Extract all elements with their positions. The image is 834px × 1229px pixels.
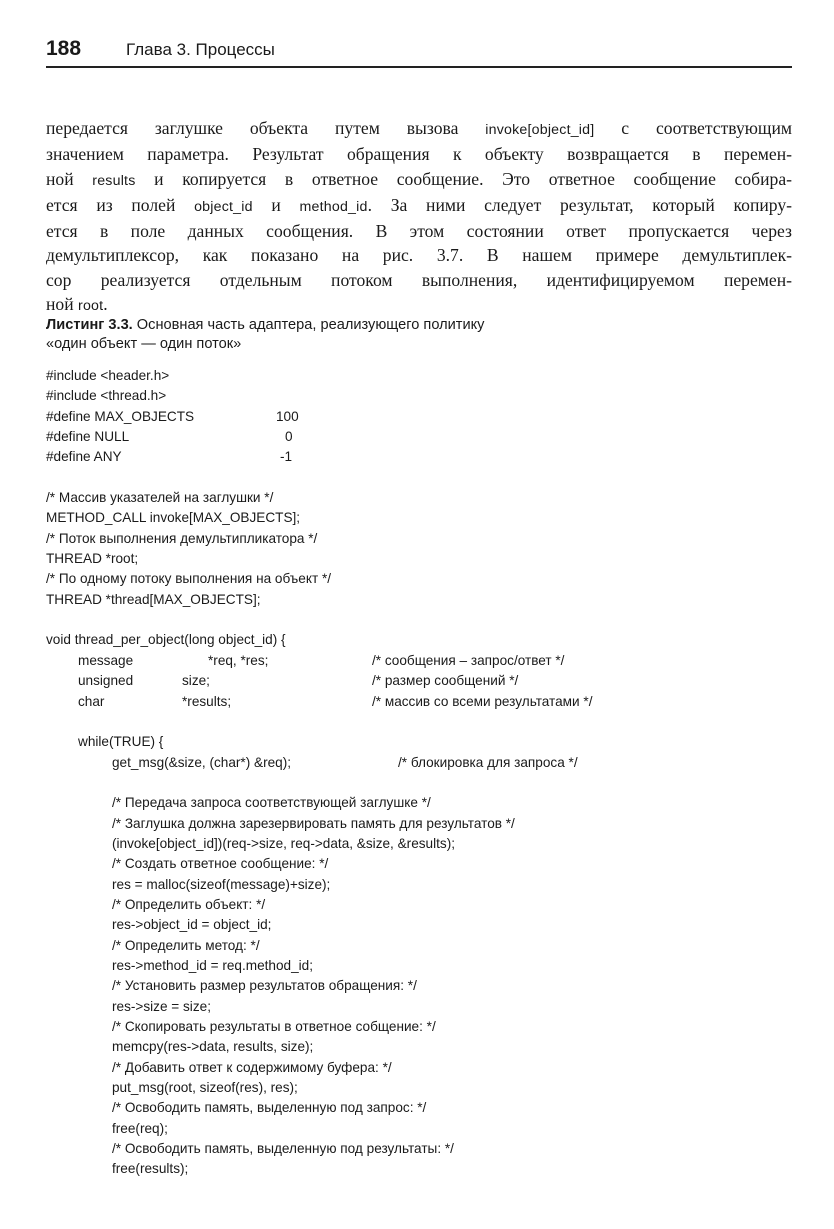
code-line: [46, 997, 806, 1017]
code-line: [46, 1098, 806, 1118]
code-token: (invoke[object_id])(req->size, req->data, &size, &results);: [112, 835, 456, 851]
body-paragraph: [46, 116, 792, 318]
code-token: char: [78, 693, 105, 709]
code-token: /* Установить размер результатов обращения: */: [112, 978, 417, 994]
code-token: #define NULL: [46, 429, 130, 445]
code-line: [46, 854, 806, 874]
code-token: res->object_id = object_id;: [112, 917, 272, 933]
code-line: [46, 732, 806, 752]
code-line: [46, 773, 806, 793]
code-token: #define MAX_OBJECTS: [46, 408, 195, 424]
code-line: [46, 468, 806, 488]
inline-code: root: [78, 298, 104, 315]
code-line: [46, 610, 806, 630]
code-line: [46, 915, 806, 935]
code-line: [46, 447, 806, 467]
code-token: unsigned: [78, 673, 134, 689]
code-token: /* массив со всеми результатами */: [372, 693, 593, 709]
listing-label: Листинг 3.3.: [46, 317, 133, 333]
code-token: /* Поток выполнения демультипликатора */: [46, 530, 318, 546]
code-token: /* блокировка для запроса */: [398, 754, 578, 770]
page-number: 188: [46, 37, 82, 60]
code-token: *req, *res;: [208, 652, 269, 668]
code-token: 100: [276, 408, 299, 424]
code-token: memcpy(res->data, results, size);: [112, 1039, 314, 1055]
code-line: [46, 488, 806, 508]
code-line: [46, 1017, 806, 1037]
code-token: free(req);: [112, 1120, 168, 1136]
paragraph-line: передается заглушке объекта путем вызова invoke[object_id] с соответствующим: [46, 118, 792, 138]
code-line: [46, 1139, 806, 1159]
listing-caption-line-2: «один объект — один поток»: [46, 336, 242, 352]
code-token: /* Заглушка должна зарезервировать память для результатов */: [112, 815, 515, 831]
code-token: *results;: [182, 693, 232, 709]
code-token: #include <header.h>: [46, 368, 170, 383]
code-token: /* Скопировать результаты в ответное собщение: */: [112, 1019, 436, 1034]
code-token: /* Добавить ответ к содержимому буфера: */: [112, 1059, 392, 1075]
code-line: [46, 1058, 806, 1078]
code-line: [46, 712, 806, 732]
paragraph-line: ной results и копируется в ответное сообщение. Это ответное сообщение собира-: [46, 168, 792, 189]
code-line: [46, 569, 806, 589]
code-token: /* Освободить память, выделенную под результаты: */: [112, 1141, 454, 1157]
code-token: THREAD *thread[MAX_OBJECTS];: [46, 591, 261, 607]
code-line: [46, 427, 806, 447]
code-token: /* Определить метод: */: [112, 937, 260, 953]
code-token: message: [78, 652, 134, 668]
code-token: THREAD *root;: [46, 551, 139, 567]
listing-title-part-1: Основная часть адаптера, реализующего политику: [132, 317, 485, 333]
code-listing: [46, 366, 806, 1180]
header-rule: [46, 66, 792, 68]
code-line: [46, 814, 806, 834]
code-token: while(TRUE) {: [78, 734, 164, 750]
code-token: /* Определить объект: */: [112, 896, 266, 912]
paragraph-line: ется в поле данных сообщения. В этом состоянии ответ пропускается через: [46, 221, 792, 242]
code-line: [46, 976, 806, 996]
code-token: METHOD_CALL invoke[MAX_OBJECTS];: [46, 510, 301, 526]
code-line: [46, 895, 806, 915]
code-line: [46, 956, 806, 976]
code-line: [46, 651, 806, 671]
code-line: [46, 549, 806, 569]
code-token: free(results);: [112, 1161, 189, 1177]
code-token: res->method_id = req.method_id;: [112, 957, 314, 973]
code-token: #define ANY: [46, 449, 122, 465]
code-token: /* По одному потоку выполнения на объект */: [46, 571, 332, 587]
code-line: [46, 529, 806, 549]
code-token: /* Массив указателей на заглушки */: [46, 490, 274, 506]
code-line: [46, 671, 806, 691]
code-token: -1: [280, 449, 293, 465]
paragraph-line: ется из полей object_id и method_id. За ними следует результат, который копиру-: [46, 194, 793, 215]
code-token: /* Создать ответное сообщение: */: [112, 856, 329, 872]
code-line: [46, 936, 806, 956]
code-line: [46, 1119, 806, 1139]
code-line: [46, 1159, 806, 1179]
chapter-title: Глава 3. Процессы: [126, 40, 275, 59]
code-line: [46, 366, 806, 386]
code-line: [46, 793, 806, 813]
code-token: get_msg(&size, (char*) &req);: [112, 754, 292, 770]
code-token: /* Освободить память, выделенную под запрос: */: [112, 1100, 427, 1116]
inline-code: method_id: [299, 198, 368, 215]
page-header: [46, 36, 792, 66]
inline-code: invoke[object_id]: [485, 122, 595, 138]
code-line: [46, 1078, 806, 1098]
code-token: #include <thread.h>: [46, 388, 167, 404]
code-token: size;: [182, 673, 210, 689]
paragraph-line: значением параметра. Результат обращения к объекту возвращается в перемен-: [46, 144, 792, 165]
code-token: res = malloc(sizeof(message)+size);: [112, 876, 331, 892]
code-line: [46, 834, 806, 854]
code-token: 0: [285, 429, 293, 445]
code-line: [46, 1037, 806, 1057]
code-line: [46, 692, 806, 712]
code-token: /* сообщения – запрос/ответ */: [372, 652, 565, 668]
code-line: [46, 590, 806, 610]
listing-caption: [46, 316, 792, 354]
listing-caption-line-1: [46, 316, 792, 335]
code-token: res->size = size;: [112, 998, 211, 1014]
code-token: /* размер сообщений */: [372, 673, 519, 689]
code-line: [46, 386, 806, 406]
inline-code: object_id: [194, 198, 253, 215]
code-token: put_msg(root, sizeof(res), res);: [112, 1080, 298, 1096]
paragraph-line: сор реализуется отдельным потоком выполнения, идентифицируемом перемен-: [46, 269, 792, 290]
paragraph-line: демультиплексор, как показано на рис. 3.7. В нашем примере демультиплек-: [46, 245, 792, 266]
code-token: void thread_per_object(long object_id) {: [46, 632, 286, 648]
code-line: [46, 875, 806, 895]
code-line: [46, 508, 806, 528]
code-token: /* Передача запроса соответствующей заглушке */: [112, 795, 431, 811]
code-line: [46, 407, 806, 427]
inline-code: results: [92, 172, 136, 189]
code-line: [46, 630, 806, 650]
paragraph-line: ной root.: [46, 294, 108, 315]
code-line: [46, 753, 806, 773]
